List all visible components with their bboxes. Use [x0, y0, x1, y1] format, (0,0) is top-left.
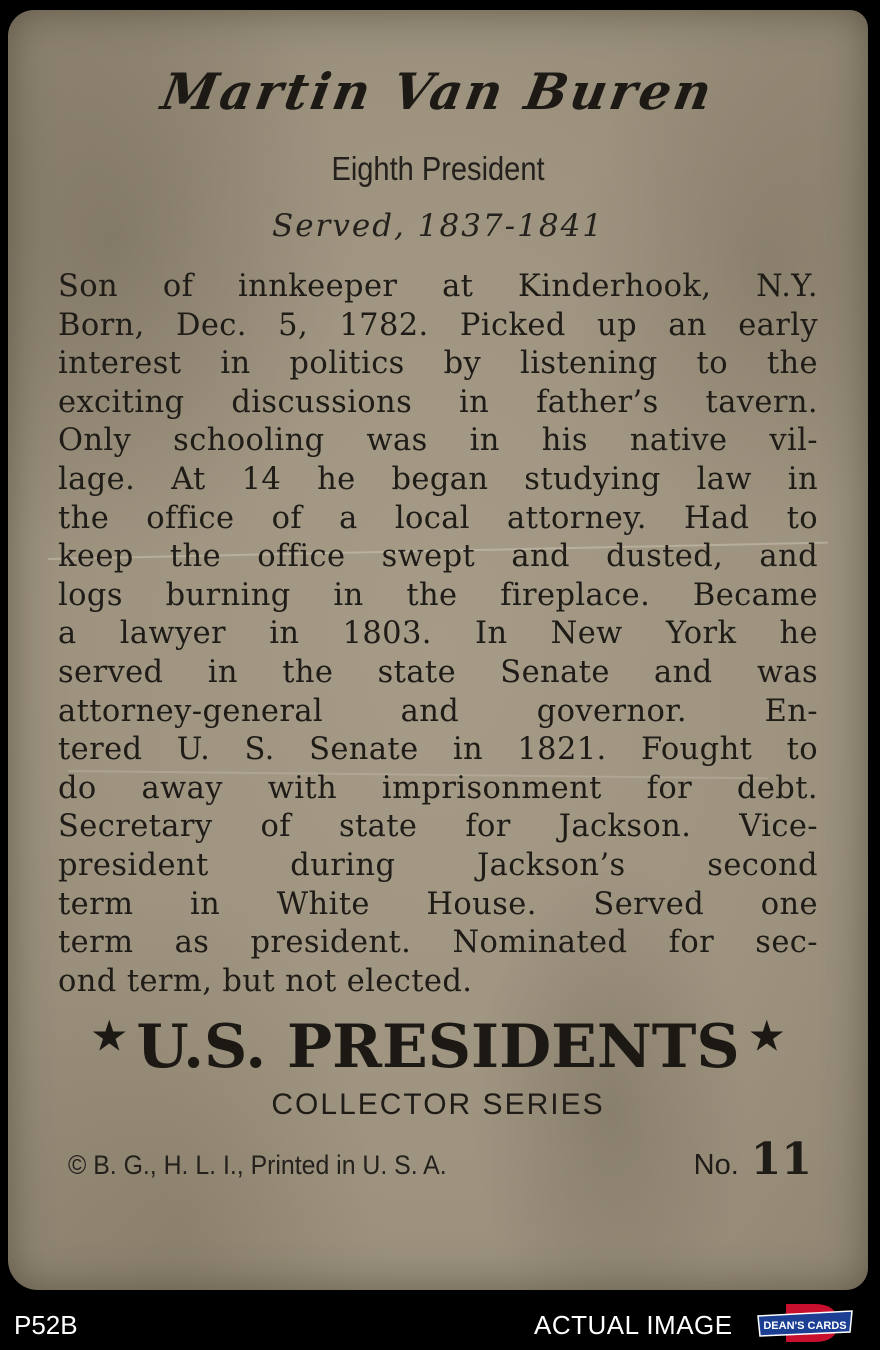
biography-line: do away with imprisonment for debt.	[58, 770, 818, 806]
biography-line: interest in politics by listening to the	[58, 346, 818, 382]
biography-line: president during Jackson’s second	[58, 847, 818, 883]
biography-line: term in White House. Served one	[58, 886, 818, 922]
biography-line: Born, Dec. 5, 1782. Picked up an early	[58, 307, 818, 343]
biography-line: Secretary of state for Jackson. Vice-	[58, 809, 818, 845]
biography-line: exciting discussions in father’s tavern.	[58, 384, 818, 420]
biography-line: a lawyer in 1803. In New York he	[58, 616, 818, 652]
biography-line: attorney-general and governor. En-	[58, 693, 818, 729]
biography-line: keep the office swept and dusted, and	[58, 539, 818, 575]
president-ordinal: Eighth President	[331, 150, 545, 187]
term-served: Served, 1837-1841	[271, 208, 605, 244]
biography-line: lage. At 14 he began studying law in	[58, 461, 818, 497]
biography-line: ond term, but not elected.	[58, 963, 473, 999]
star-icon: ★	[92, 1013, 127, 1058]
biography-line: Son of innkeeper at Kinderhook, N.Y.	[58, 269, 818, 304]
president-name: Martin Van Buren	[157, 62, 719, 121]
series-title	[8, 1012, 868, 1082]
biography-line: logs burning in the fireplace. Became	[58, 577, 818, 613]
biography-text	[58, 268, 818, 1001]
series-subtitle: COLLECTOR SERIES	[271, 1088, 605, 1121]
biography-line: term as president. Nominated for sec-	[58, 925, 818, 961]
card-number-label: No.	[693, 1149, 739, 1181]
set-code: P52B	[14, 1310, 78, 1340]
biography-line: the office of a local attorney. Had to	[58, 500, 818, 536]
actual-image-note: ACTUAL IMAGE	[534, 1310, 733, 1340]
biography-line: served in the state Senate and was	[58, 654, 818, 690]
logo-text: DEAN'S CARDS	[763, 1320, 847, 1332]
deans-cards-logo	[756, 1302, 854, 1344]
card-number	[694, 1134, 812, 1185]
star-icon: ★	[749, 1013, 784, 1058]
card-back	[8, 10, 868, 1290]
copyright-line: © B. G., H. L. I., Printed in U. S. A.	[68, 1150, 447, 1180]
series-title-text: U.S. PRESIDENTS	[136, 1012, 740, 1082]
biography-line: Only schooling was in his native vil-	[58, 423, 818, 459]
biography-line: tered U. S. Senate in 1821. Fought to	[58, 732, 818, 768]
card-number-value: 11	[750, 1134, 812, 1185]
